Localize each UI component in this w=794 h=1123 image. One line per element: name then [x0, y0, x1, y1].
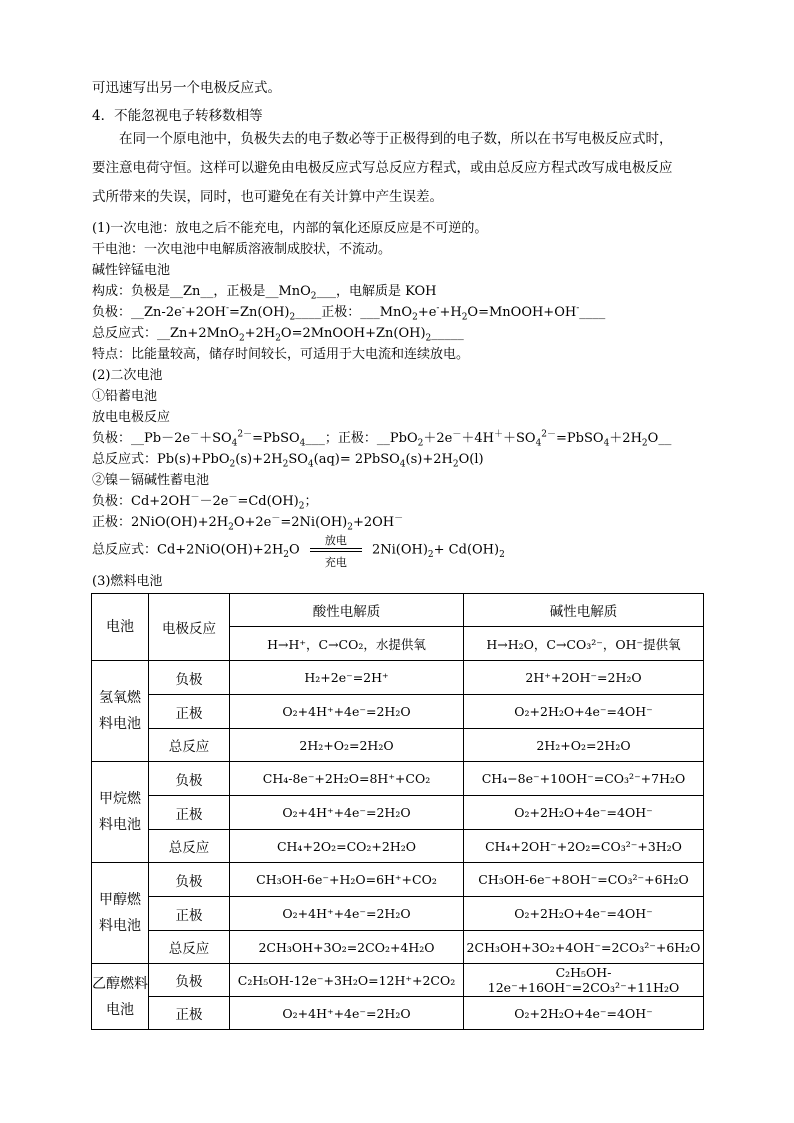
paragraph-line: 式所带来的失误，同时，也可避免在有关计算中产生误差。	[92, 189, 443, 205]
table-row	[92, 762, 704, 796]
base-equation-cell: O₂+2H₂O+4e⁻=4OH⁻	[464, 897, 704, 931]
nicd-positive: 正极：$2NiO(OH)+2H_2O+2e^-=2Ni(OH)_2+2OH^-$	[92, 513, 404, 533]
acid-equation-cell: CH₄-8e⁻+2H₂O=8H⁺+CO₂	[230, 762, 464, 796]
acid-equation-cell: O₂+4H⁺+4e⁻=2H₂O	[230, 897, 464, 931]
section-4-heading: 4．不能忽视电子转移数相等	[92, 108, 263, 124]
fuel-cell-title: (3)燃料电池	[92, 574, 163, 589]
alkaline-total-reaction: 总反应式：$\_\_Zn+2MnO_2+2H_2O=2MnOOH+Zn(OH)_2\_\_\_\_\_$	[92, 326, 464, 344]
acid-equation-cell: 2CH₃OH+3O₂=2CO₂+4H₂O	[230, 931, 464, 964]
secondary-battery-title: (2)二次电池	[92, 368, 163, 383]
fuel-cell-table	[91, 593, 704, 1030]
battery-name-cell	[92, 863, 149, 964]
lead-acid-title: ①铅蓄电池	[92, 389, 158, 404]
table-row	[92, 897, 704, 931]
battery-name-cell	[92, 661, 149, 762]
base-equation-cell: 2H₂+O₂=2H₂O	[464, 729, 704, 762]
header-reaction: 电极反应	[149, 594, 230, 661]
table-row	[92, 863, 704, 897]
pole-cell: 正极	[149, 897, 230, 931]
battery-name-cell	[92, 762, 149, 863]
pole-cell: 负极	[149, 863, 230, 897]
pole-cell: 总反应	[149, 931, 230, 964]
base-equation-cell: 2CH₃OH+3O₂+4OH⁻=2CO₃²⁻+6H₂O	[464, 931, 704, 964]
lead-acid-electrodes: 负极：$\_\_Pb-2e^-+SO_4^{2-}=PbSO_4\_\_\_$；正极：$\_\_PbO_2+2e^-+4H^++SO_4^{2-}=PbSO_4+2H_2O\_\_$	[92, 429, 672, 449]
alkaline-feature: 特点：比能量较高，储存时间较长，可适用于大电流和连续放电。	[92, 347, 470, 362]
header-battery: 电池	[92, 594, 149, 661]
table-row	[92, 964, 704, 997]
acid-equation-cell: O₂+4H⁺+4e⁻=2H₂O	[230, 695, 464, 729]
battery-name-cell	[92, 964, 149, 1030]
nicd-negative: 负极：$Cd+2OH^--2e^-=Cd(OH)_2$；	[92, 492, 318, 512]
table-row	[92, 695, 704, 729]
acid-equation-cell: C₂H₅OH-12e⁻+3H₂O=12H⁺+2CO₂	[230, 964, 464, 997]
acid-equation-cell: O₂+4H⁺+4e⁻=2H₂O	[230, 997, 464, 1030]
alkaline-electrodes: 负极：$\_\_Zn-2e^-+2OH^-=Zn(OH)_2\_\_\_\_$正极：$\_\_\_MnO_2+e^-+H_2O=MnOOH+OH^-\_\_\_\_$	[92, 303, 606, 323]
table-row	[92, 997, 704, 1030]
header-acid: 酸性电解质	[230, 594, 464, 627]
pole-cell: 正极	[149, 695, 230, 729]
battery-name-line: 甲醇燃	[99, 892, 141, 908]
header-base-note: H→H₂O，C→CO₃²⁻，OH⁻提供氧	[464, 627, 704, 661]
primary-battery-title: (1)一次电池：放电之后不能充电，内部的氧化还原反应是不可逆的。	[92, 221, 488, 236]
battery-name-line: 乙醇燃料	[92, 975, 148, 992]
section-4-paragraph	[92, 125, 702, 212]
acid-equation-cell: O₂+4H⁺+4e⁻=2H₂O	[230, 796, 464, 830]
reversible-arrow-icon	[310, 534, 362, 569]
pole-cell: 正极	[149, 796, 230, 830]
alkaline-battery-title: 碱性锌锰电池	[92, 263, 171, 278]
pole-cell: 总反应	[149, 830, 230, 863]
battery-name-line: 氢氧燃	[99, 690, 141, 706]
base-equation-cell: CH₃OH-6e⁻+8OH⁻=CO₃²⁻+6H₂O	[464, 863, 704, 897]
table-row	[92, 796, 704, 830]
battery-name-line: 电池	[106, 1001, 134, 1018]
battery-name-line: 料电池	[99, 817, 141, 833]
acid-equation-cell: CH₃OH-6e⁻+H₂O=6H⁺+CO₂	[230, 863, 464, 897]
paragraph-line: 要注意电荷守恒。这样可以避免由电极反应式写总反应方程式，或由总反应方程式改写成电极反应	[92, 160, 673, 176]
table-row	[92, 661, 704, 695]
pole-cell: 负极	[149, 762, 230, 796]
battery-name-line: 料电池	[99, 918, 141, 934]
battery-name-line: 料电池	[99, 716, 141, 732]
battery-name-line: 甲烷燃	[99, 791, 141, 807]
alkaline-composition: 构成：负极是__Zn__，正极是__MnO$_2$___，电解质是 KOH	[92, 284, 437, 302]
pole-cell: 负极	[149, 964, 230, 997]
base-equation-cell: C₂H₅OH-12e⁻+16OH⁻=2CO₃²⁻+11H₂O	[464, 964, 704, 997]
acid-equation-cell: CH₄+2O₂=CO₂+2H₂O	[230, 830, 464, 863]
table-row	[92, 729, 704, 762]
pole-cell: 总反应	[149, 729, 230, 762]
lead-acid-total-reaction: 总反应式：$Pb(s)+PbO_2(s)+2H_2SO_4(aq)=$ $2PbSO_4(s)+2H_2O(l)$	[92, 452, 484, 470]
arrow-label-discharge: 放电	[324, 534, 347, 547]
acid-equation-cell: H₂+2e⁻=2H⁺	[230, 661, 464, 695]
header-base: 碱性电解质	[464, 594, 704, 627]
base-equation-cell: O₂+2H₂O+4e⁻=4OH⁻	[464, 997, 704, 1030]
pole-cell: 正极	[149, 997, 230, 1030]
paragraph-line: 在同一个原电池中，负极失去的电子数必等于正极得到的电子数，所以在书写电极反应式时，	[119, 131, 673, 147]
base-equation-cell: CH₄−8e⁻+10OH⁻=CO₃²⁻+7H₂O	[464, 762, 704, 796]
base-equation-cell: CH₄+2OH⁻+2O₂=CO₃²⁻+3H₂O	[464, 830, 704, 863]
table-row	[92, 931, 704, 964]
header-acid-note: H→H⁺，C→CO₂，水提供氧	[230, 627, 464, 661]
base-equation-cell: O₂+2H₂O+4e⁻=4OH⁻	[464, 796, 704, 830]
pole-cell: 负极	[149, 661, 230, 695]
nicd-total-reaction: 总反应式：$Cd+2NiO(OH)+2H_2O$ 放电 充电 $2Ni(OH)_2+ Cd(OH)_2$	[92, 534, 505, 569]
discharge-reaction-title: 放电电极反应	[92, 410, 171, 425]
dry-battery-text: 干电池：一次电池中电解质溶液制成胶状，不流动。	[92, 242, 392, 257]
base-equation-cell: O₂+2H₂O+4e⁻=4OH⁻	[464, 695, 704, 729]
table-row	[92, 830, 704, 863]
intro-tail: 可迅速写出另一个电极反应式。	[92, 80, 281, 96]
arrow-label-charge: 充电	[324, 556, 347, 569]
base-equation-cell: 2H⁺+2OH⁻=2H₂O	[464, 661, 704, 695]
acid-equation-cell: 2H₂+O₂=2H₂O	[230, 729, 464, 762]
nicd-title: ②镍－镉碱性蓄电池	[92, 473, 210, 488]
